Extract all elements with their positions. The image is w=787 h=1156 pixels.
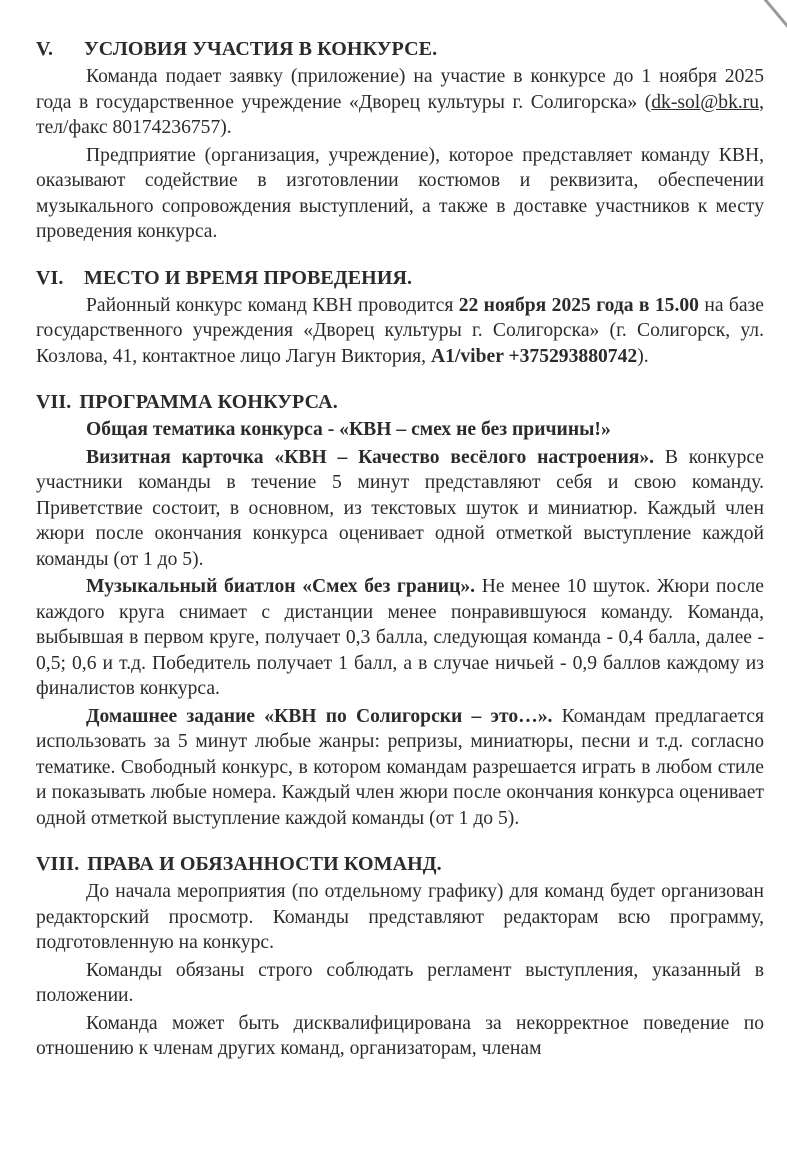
paragraph-disqualification: Команда может быть дисквалифицирована за некорректное поведение по отношению к членам других команд, организаторам, членам (36, 1012, 764, 1059)
paragraph-text: ). (637, 345, 649, 367)
paragraph-musical-biathlon (36, 574, 764, 702)
section-heading (36, 389, 764, 415)
section-title: ПРАВА И ОБЯЗАННОСТИ КОМАНД. (87, 853, 442, 875)
section-title: УСЛОВИЯ УЧАСТИЯ В КОНКУРСЕ. (84, 38, 438, 60)
contest-title: Домашнее задание «КВН по Солигорски – это…». (86, 705, 553, 727)
paragraph-application (36, 64, 764, 141)
paragraph-venue (36, 293, 764, 370)
section-vii (36, 389, 764, 831)
email-link[interactable]: dk-sol@bk.ru (651, 91, 760, 113)
section-number: VIII. (36, 853, 80, 875)
contest-title: Визитная карточка «КВН – Качество весёлого настроения». (86, 446, 655, 468)
paragraph-business-card (36, 445, 764, 573)
paragraph-support: Предприятие (организация, учреждение), которое представляет команду КВН, оказывают содействие в изготовлении костюмов и реквизита, обеспечении музыкального сопровождения выступлений, а также в доставке участников к месту проведения конкурса. (36, 144, 764, 242)
scan-edge-mark (754, 0, 787, 34)
paragraph-homework (36, 704, 764, 832)
section-vi (36, 265, 764, 370)
section-title: ПРОГРАММА КОНКУРСА. (79, 391, 338, 413)
contact-phone: A1/viber +375293880742 (430, 345, 638, 367)
paragraph-text: Командам предлагается использовать за 5 минут любые жанры: репризы, миниатюры, песни и т.д. согласно тематике. Свободный конкурс, в котором командам разрешается играть в любом стиле и показывать любые номера. Каждый член жюри после окончания конкурса оценивает одной отметкой выступление каждой команды (от 1 до 5). (36, 705, 764, 829)
section-heading (36, 265, 764, 291)
section-viii (36, 851, 764, 1062)
paragraph-text: В конкурсе участники команды в течение 5 минут представляют себя и свою команду. Приветствие состоит, в основном, из текстовых шуток и миниатюр. Каждый член жюри после окончания конкурса оценивает одной отметкой выступление каждой команды (от 1 до 5). (36, 446, 765, 570)
section-heading (36, 851, 764, 877)
section-number: V. (36, 38, 54, 60)
paragraph-text: , тел/факс 80174236757). (36, 91, 764, 138)
paragraph-regulations: Команды обязаны строго соблюдать регламент выступления, указанный в положении. (36, 959, 764, 1006)
section-heading (36, 36, 764, 62)
section-number: VI. (36, 266, 64, 289)
general-theme: Общая тематика конкурса - «КВН – смех не без причины!» (86, 419, 611, 440)
paragraph-text: Команда подает заявку (приложение) на участие в конкурсе до 1 ноября 2025 года в государственное учреждение «Дворец культуры г. Солигорска» ( (36, 66, 764, 113)
paragraph-text: на базе государственного учреждения «Дворец культуры г. Солигорска» (г. Солигорск, ул. Козлова, 41, контактное лицо Лагун Виктория, (36, 294, 764, 367)
contest-title: Музыкальный биатлон «Смех без границ». (86, 576, 476, 597)
paragraph-text: Районный конкурс команд КВН проводится (86, 294, 459, 316)
paragraph-text: Не менее 10 шуток. Жюри после каждого круга снимает с дистанции менее понравившуюся команду. Команда, выбывшая в первом круге, получает 0,3 балла, следующая команда - 0,4 балла, далее - 0,5; 0,6 и т.д. Победитель получает 1 балл, а в случае ничьей - 0,9 баллов каждому из финалистов конкурса. (36, 576, 764, 699)
paragraph-review: До начала мероприятия (по отдельному графику) для команд будет организован редакторский просмотр. Команды представляют редакторам всю программу, подготовленную на конкурс. (36, 881, 764, 953)
section-v (36, 36, 764, 245)
document-page (36, 36, 764, 1062)
section-number: VII. (36, 391, 72, 413)
section-title: МЕСТО И ВРЕМЯ ПРОВЕДЕНИЯ. (84, 266, 413, 289)
event-datetime: 22 ноября 2025 года в 15.00 (458, 294, 699, 316)
